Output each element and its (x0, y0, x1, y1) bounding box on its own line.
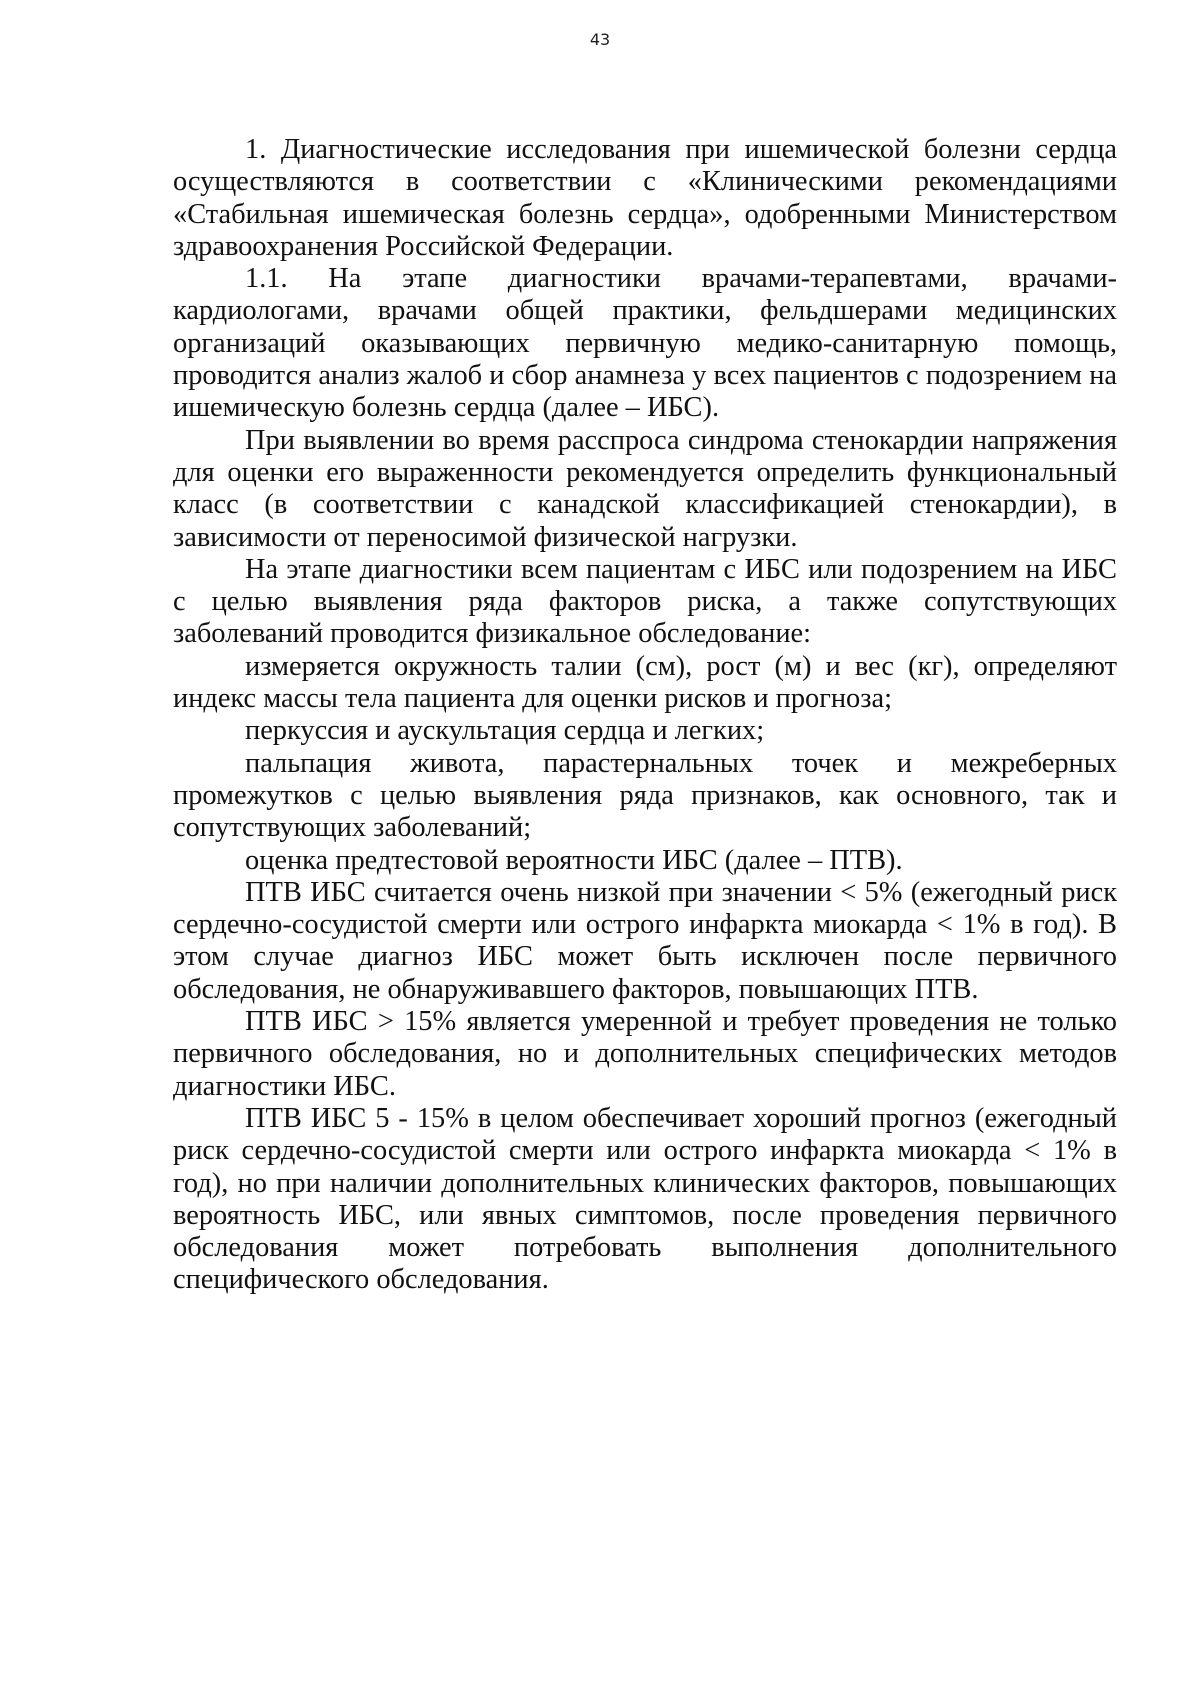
page-number: 43 (589, 30, 611, 49)
paragraph-body-measurements: измеряется окружность талии (см), рост (м) и вес (кг), определяют индекс массы тела пациента для оценки рисков и прогноза; (173, 650, 1117, 715)
document-body (173, 134, 1117, 1297)
paragraph-ptp-assessment: оценка предтестовой вероятности ИБС (далее – ПТВ). (245, 844, 903, 876)
paragraph-ptp-intermediate: ПТВ ИБС 5 - 15% в целом обеспечивает хороший прогноз (ежегодный риск сердечно-сосудистой смерти или острого инфаркта миокарда < 1% в год), но при наличии дополнительных клинических факторов, повышающих вероятность ИБС, или явных симптомов, после проведения первичного обследования может потребовать выполнения дополнительного специфического обследования. (173, 1102, 1117, 1296)
paragraph-percussion: перкуссия и аускультация сердца и легких; (245, 715, 765, 747)
paragraph-diagnostics-stage: 1.1. На этапе диагностики врачами-терапевтами, врачами-кардиологами, врачами общей практики, фельдшерами медицинских организаций оказывающих первичную медико-санитарную помощь, проводится анализ жалоб и сбор анамнеза у всех пациентов с подозрением на ишемическую болезнь сердца (далее – ИБС). (173, 263, 1117, 424)
paragraph-physical-exam: На этапе диагностики всем пациентам с ИБС или подозрением на ИБС с целью выявления ряда факторов риска, а также сопутствующих заболеваний проводится физикальное обследование: (173, 553, 1117, 650)
paragraph-palpation: пальпация живота, парастернальных точек и межреберных промежутков с целью выявления ряда признаков, как основного, так и сопутствующих заболеваний; (173, 747, 1117, 844)
paragraph-ptp-moderate: ПТВ ИБС > 15% является умеренной и требует проведения не только первичного обследования, но и дополнительных специфических методов диагностики ИБС. (173, 1006, 1117, 1102)
paragraph-angina-class: При выявлении во время расспроса синдрома стенокардии напряжения для оценки его выраженности рекомендуется определить функциональный класс (в соответствии с канадской классификацией стенокардии), в зависимости от переносимой физической нагрузки. (173, 424, 1117, 553)
paragraph-ptp-low: ПТВ ИБС считается очень низкой при значении < 5% (ежегодный риск сердечно-сосудистой смерти или острого инфаркта миокарда < 1% в год). В этом случае диагноз ИБС может быть исключен после первичного обследования, не обнаруживавшего факторов, повышающих ПТВ. (173, 876, 1117, 1005)
paragraph-diagnostics-intro: 1. Диагностические исследования при ишемической болезни сердца осуществляются в соответствии с «Клиническими рекомендациями «Стабильная ишемическая болезнь сердца», одобренными Министерством здравоохранения Российской Федерации. (173, 134, 1117, 262)
